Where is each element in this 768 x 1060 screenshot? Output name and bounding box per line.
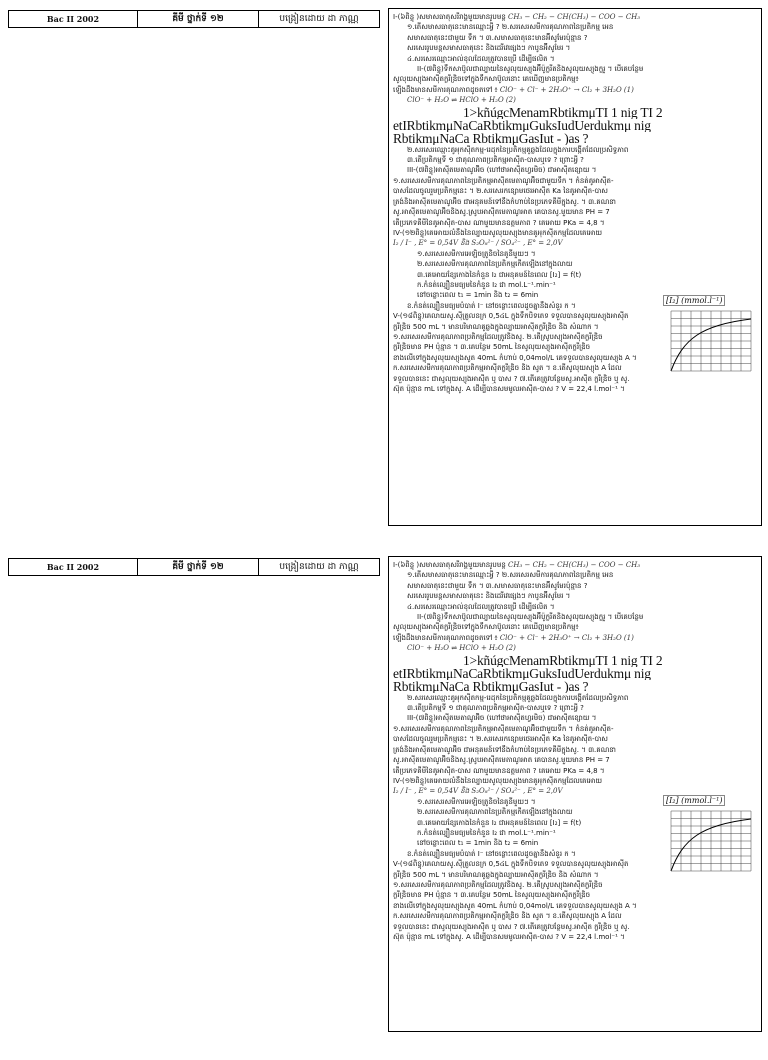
page-top: [0, 0, 768, 512]
header-subject: គីមី ថ្នាក់ទី ១២: [138, 559, 259, 575]
text-line: ១.សរសេរសមីការគុណភាពនៃប្រតិកម្មអាស៊ីតមេតាណូអ៊ិចជាមួយទឹក ។ កំនត់គូអាស៊ីត-: [393, 724, 614, 733]
text-line: ក.សរសេរសមីការគុណភាពប្រតិកម្មអាស៊ីតក្លរីឌ្រិច និង សូត ។ ខ.តើសូលុយស្យុង A ដែល: [393, 364, 622, 373]
line-text: ១.តើសមាសធាតុនេះមានឈ្មោះអ្វី ? ២.សរសេរសមីការគុណភាពនៃប្រតិកម្ម អេន: [407, 23, 614, 32]
text-line: ២.សរសេរសមីការគុណភាពនៃប្រតិកម្មកើតឡើងនៅក្នុងលាយ: [417, 260, 573, 269]
text-line: ២.សរសេរសមីការគុណភាពនៃប្រតិកម្មកើតឡើងនៅក្នុងលាយ: [417, 808, 573, 817]
line-text: ឡើងដឹងមានសមីការគុណភាពដូចតទៅ ៖: [393, 633, 500, 642]
text-line: តើប្រភេទគីមីនៃគូអាស៊ីត-បាស ណាមួយមានឧត្តមភាព ? គេអោយ PKa = 4,8 ។: [393, 218, 605, 227]
text-line: [393, 85, 757, 95]
text-line: [393, 622, 757, 632]
text-line: ខាងលើទៅក្នុងសូលុយស្យុងសូត 40mL កំហាប់ 0,04mol/L គេទទួលបានសូលុយស្យុង A ។: [393, 353, 637, 362]
text-line: IV-(១២ពិន្ទុ)គេអោយលំនឹងនៃល្បាយសូលុយស្យុងមានគូអុកស៊ីតកម្មដែលគេអោយ: [393, 776, 603, 785]
equation: ClO⁻ + H₂O ⇌ HClO + H₂O (2): [407, 96, 516, 105]
text-line: ខាងលើទៅក្នុងសូលុយស្យុងសូត 40mL កំហាប់ 0,04mol/L គេទទួលបានសូលុយស្យុង A ។: [393, 901, 637, 910]
question-line: 1>kñúgcMenamRbtikmμTI 1 nig TI 2: [463, 653, 663, 667]
text-line: ២.សរសេរឈ្មោះគូអុកស៊ីតកម្ម-រេដុកនៃប្រតិកម្មគូឆ្លងដែលក្នុងការបង្កើតដែលប្រសិទ្ធភាព: [407, 145, 629, 154]
line-text: II-(៧ពិន្ទុ)ទឹកសាប៊ូលជាល្បាយនៃសូលុយស្យុងអ៊ីប៉ូក្លរីតនិងសូលុយស្យុងក្លរួ ។ បើគេបន្ថែម: [417, 613, 644, 622]
page-bottom: [0, 548, 768, 1060]
text-line: [393, 643, 757, 653]
line-text: I-(៦ពិន្ទុ )សមាសធាតុសរីរាង្គមួយមានរូបមន្ត: [393, 561, 508, 569]
header-exam: Bac II 2002: [9, 559, 138, 575]
text-line: ២.សរសេរឈ្មោះគូអុកស៊ីតកម្ម-រេដុកនៃប្រតិកម្មគូឆ្លងដែលក្នុងការបង្កើតដែលប្រសិទ្ធភាព: [407, 693, 629, 702]
line-text: សមាសធាតុនេះជាមួយ ទឹក ។ ៣.សមាសធាតុនេះមានអ៊ីសូមែរប៉ុន្មាន ?: [407, 33, 588, 42]
text-line: V-(១៨ពិន្ទុ)គេលាយសូ.ស៊ីត្រូលនក្រ 0,5៤L ក្នុងទឹកបិទតេទ ទទួលបានសូលុយស្យុងអាស៊ីត: [393, 312, 629, 321]
header-teacher: បង្រៀនដោយ ដា ភាណ្ណ: [279, 13, 359, 24]
question-line: 1>kñúgcMenamRbtikmμTI 1 nig TI 2: [463, 105, 663, 119]
text-line: III-(៧ពិន្ទុ)អាស៊ីតមេតាណូអ៊ិច (ហៅថាអាស៊ីតហ្វរមិច) ជាអាស៊ីតខ្សោយ ។: [407, 714, 597, 723]
line-text: ៤.សរសេរឈ្មោះអាល់ខុលដែលត្រូវបានប្រើ ដើម្បីផលិត ។: [407, 602, 555, 611]
text-line: សូ.អាស៊ីតមេតាណូអ៊ិចនិងសូ.ស្រូបអាស៊ីតមេតាណូអាត គេបានសូ.មួយមាន PH = 7: [393, 756, 610, 765]
text-line: [393, 602, 757, 612]
text-line: ក.កំនត់ល្បឿនមធ្យមនៃកំនួន I₂ ជា mol.L⁻¹.min⁻¹: [417, 828, 556, 837]
concentration-graph: [661, 296, 755, 377]
text-line: [393, 43, 757, 53]
equation: ClO⁻ + Cl⁻ + 2H₃O⁺ → Cl₂ + 3H₂O (1): [499, 85, 634, 94]
line-text: ៤.សរសេរឈ្មោះអាល់ខុលដែលត្រូវបានប្រើ ដើម្បីផលិត ។: [407, 54, 555, 63]
text-line: ១.សរសេរសមីការអេឡិចត្រូនិចនៃគូនីមួយៗ ។: [417, 797, 536, 806]
text-line: ក.សរសេរសមីការគុណភាពប្រតិកម្មអាស៊ីតក្លរីឌ្រិច និង សូត ។ ខ.តើសូលុយស្យុង A ដែល: [393, 912, 622, 921]
text-line: I₂ / I⁻ , E° = 0,54V និង S₂O₈²⁻ / SO₄²⁻ , E° = 2,0V: [393, 239, 563, 248]
text-line: ១.សរសេរសមីការគុណភាពប្រតិកម្មដែលត្រូវនិងសូ. ២.តើស្រូបស្យុងអាស៊ីតក្លរីឌ្រិច: [393, 880, 603, 889]
equation: ClO⁻ + Cl⁻ + 2H₃O⁺ → Cl₂ + 3H₂O (1): [499, 633, 634, 642]
text-line: [393, 64, 757, 74]
line-text: សរសេររូបមន្តសមាសធាតុនេះ និងដេរីវេផ្សេងៗ កាបូនអ៊ីសូមែរ ។: [407, 44, 571, 53]
text-line: បាសដែលចូលរួមប្រតិកម្មនេះ ។ ២.សរសេរកន្សោមថេរអាស៊ីត Ka នៃគូអាស៊ីត-បាស: [393, 187, 608, 196]
text-line: ត្រង់និងអាស៊ីតមេតាណូអ៊ិច ជាអនុគមន៍ទៅនឹងកំហាប់នៃប្រភេទគីមីក្នុងសូ. ។ ៣.គណនា: [393, 745, 616, 754]
graph-plot: [667, 309, 753, 375]
text-line: ស៊ុត ប៉ុន្មាន mL ទៅក្នុងសូ. A ដើម្បីបានសមមូលអាស៊ីត-បាស ? V = 22,4 l.mol⁻¹ ។: [393, 933, 625, 941]
text-line: [393, 33, 757, 43]
text-line: បាសដែលចូលរួមប្រតិកម្មនេះ ។ ២.សរសេរកន្សោមថេរអាស៊ីត Ka នៃគូអាស៊ីត-បាស: [393, 735, 608, 744]
question-line: etIRbtikmμNaCaRbtikmμGuksIudUerdukmμ nig: [393, 118, 651, 132]
question-line: RbtikmμNaCa RbtikmμGasIut - )as ?: [393, 679, 589, 693]
equation: ClO⁻ + H₂O ⇌ HClO + H₂O (2): [407, 644, 516, 653]
text-line: [393, 633, 757, 643]
text-line: ត្រង់និងអាស៊ីតមេតាណូអ៊ិច ជាអនុគមន៍ទៅនឹងកំហាប់នៃប្រភេទគីមីក្នុងសូ. ។ ៣.គណនា: [393, 197, 616, 206]
exam-content: [388, 556, 762, 1032]
text-line: ខ.កំនត់ល្បឿនមធ្យមបំបាត់ I⁻ នៅចន្លោះពេលដូចគ្នានឹងសំនួរ ក ។: [407, 301, 576, 310]
equation: CH₃ − CH₂ − CH(CH₃) − COO − CH₃: [508, 561, 641, 569]
header-exam: Bac II 2002: [9, 11, 138, 27]
text-line: III-(៧ពិន្ទុ)អាស៊ីតមេតាណូអ៊ិច (ហៅថាអាស៊ីតហ្វរមិច) ជាអាស៊ីតខ្សោយ ។: [407, 166, 597, 175]
text-line: [393, 54, 757, 64]
exam-content: [388, 8, 762, 526]
header-table: [8, 10, 380, 28]
text-line: សូ.អាស៊ីតមេតាណូអ៊ិចនិងសូ.ស្រូបអាស៊ីតមេតាណូអាត គេបានសូ.មួយមាន PH = 7: [393, 208, 610, 217]
text-line: ក.កំនត់ល្បឿនមធ្យមនៃកំនួន I₂ ជា mol.L⁻¹.min⁻¹: [417, 280, 556, 289]
text-line: ១.សរសេរសមីការអេឡិចត្រូនិចនៃគូនីមួយៗ ។: [417, 249, 536, 258]
line-text: សរសេររូបមន្តសមាសធាតុនេះ និងដេរីវេផ្សេងៗ កាបូនអ៊ីសូមែរ ។: [407, 592, 571, 601]
text-line: នៅចន្លោះពេល t₁ = 1min និង t₂ = 6min: [417, 839, 539, 848]
text-line: ៣.តើប្រតិកម្មទី ១ ជាគុណភាពប្រតិកម្មអាស៊ីត-បាសឬទេ ? ព្រោះអ្វី ?: [407, 704, 584, 713]
line-text: ឡើងដឹងមានសមីការគុណភាពដូចតទៅ ៖: [393, 85, 500, 94]
line-text: សូលុយស្យុងអាស៊ីតក្លរីឌ្រិចទៅក្នុងទឹកសាប៊ូលនោះ គេឃើញមានប្រតិកម្ម៖: [393, 75, 579, 84]
line-text: ១.តើសមាសធាតុនេះមានឈ្មោះអ្វី ? ២.សរសេរសមីការគុណភាពនៃប្រតិកម្ម អេន: [407, 571, 614, 580]
text-line: [393, 581, 757, 591]
equation: CH₃ − CH₂ − CH(CH₃) − COO − CH₃: [508, 13, 641, 21]
text-line: [393, 570, 757, 580]
text-line: ក្លរីឌ្រិចមាន PH ប៉ុន្មាន ។ ៣.គេបន្ថែម 50mL នៃសូលុយស្យុងអាស៊ីតក្លរីឌ្រិច: [393, 343, 591, 352]
text-line: [393, 95, 757, 105]
text-line: នៅចន្លោះពេល t₁ = 1min និង t₂ = 6min: [417, 291, 539, 300]
text-line: [393, 12, 757, 22]
text-line: [393, 591, 757, 601]
text-line: តើប្រភេទគីមីនៃគូអាស៊ីត-បាស ណាមួយមានឧត្តមភាព ? គេអោយ PKa = 4,8 ។: [393, 766, 605, 775]
line-text: II-(៧ពិន្ទុ)ទឹកសាប៊ូលជាល្បាយនៃសូលុយស្យុងអ៊ីប៉ូក្លរីតនិងសូលុយស្យុងក្លរួ ។ បើគេបន្ថែម: [417, 65, 644, 74]
text-line: V-(១៨ពិន្ទុ)គេលាយសូ.ស៊ីត្រូលនក្រ 0,5៤L ក្នុងទឹកបិទតេទ ទទួលបានសូលុយស្យុងអាស៊ីត: [393, 860, 629, 869]
header-table: [8, 558, 380, 576]
graph-ylabel: [I₂] (mmol.l⁻¹): [663, 295, 725, 306]
text-line: [393, 22, 757, 32]
text-line: ១.សរសេរសមីការគុណភាពនៃប្រតិកម្មអាស៊ីតមេតាណូអ៊ិចជាមួយទឹក ។ កំនត់គូអាស៊ីត-: [393, 176, 614, 185]
text-line: ៣.គេអោយខ្សែកោងនៃកំនួន I₂ ជាអនុគមន៍នៃពេល [I₂] = f(t): [417, 270, 582, 279]
text-line: ក្លរីឌ្រិចមាន PH ប៉ុន្មាន ។ ៣.គេបន្ថែម 50mL នៃសូលុយស្យុងអាស៊ីតក្លរីឌ្រិច: [393, 891, 591, 900]
text-line: ៣.តើប្រតិកម្មទី ១ ជាគុណភាពប្រតិកម្មអាស៊ីត-បាសឬទេ ? ព្រោះអ្វី ?: [407, 156, 584, 165]
text-line: I₂ / I⁻ , E° = 0,54V និង S₂O₈²⁻ / SO₄²⁻ , E° = 2,0V: [393, 787, 563, 796]
text-line: ១.សរសេរសមីការគុណភាពប្រតិកម្មដែលត្រូវនិងសូ. ២.តើស្រូបស្យុងអាស៊ីតក្លរីឌ្រិច: [393, 332, 603, 341]
graph-plot: [667, 809, 753, 875]
question-line: RbtikmμNaCa RbtikmμGasIut - )as ?: [393, 131, 589, 145]
text-line: ៣.គេអោយខ្សែកោងនៃកំនួន I₂ ជាអនុគមន៍នៃពេល [I₂] = f(t): [417, 818, 582, 827]
text-line: [393, 74, 757, 84]
line-text: I-(៦ពិន្ទុ )សមាសធាតុសរីរាង្គមួយមានរូបមន្ត: [393, 13, 508, 21]
text-line: ខ.កំនត់ល្បឿនមធ្យមបំបាត់ I⁻ នៅចន្លោះពេលដូចគ្នានឹងសំនួរ ក ។: [407, 849, 576, 858]
header-teacher: បង្រៀនដោយ ដា ភាណ្ណ: [279, 561, 359, 572]
concentration-graph: [661, 796, 755, 877]
text-line: ស៊ុត ប៉ុន្មាន mL ទៅក្នុងសូ. A ដើម្បីបានសមមូលអាស៊ីត-បាស ? V = 22,4 l.mol⁻¹ ។: [393, 385, 625, 393]
text-line: ទទួលបាននេះ ជាសូលុយស្យុងអាស៊ីត ឬ បាស ? ៧.តើគេត្រូវបន្ថែមសូ.អាស៊ីត ក្លរីឌ្រិច ឬ សូ.: [393, 374, 630, 383]
text-line: ក្លរីឌ្រិច 500 mL ។ មានបរិមាណគូឆ្លងក្នុងល្បាយអាស៊ីតក្លរីឌ្រិច និង សំណាក ។: [393, 322, 599, 331]
graph-ylabel: [I₂] (mmol.l⁻¹): [663, 795, 725, 806]
header-subject: គីមី ថ្នាក់ទី ១២: [138, 11, 259, 27]
text-line: IV-(១២ពិន្ទុ)គេអោយលំនឹងនៃល្បាយសូលុយស្យុងមានគូអុកស៊ីតកម្មដែលគេអោយ: [393, 228, 603, 237]
question-line: etIRbtikmμNaCaRbtikmμGuksIudUerdukmμ nig: [393, 666, 651, 680]
text-line: [393, 612, 757, 622]
text-line: [393, 560, 757, 570]
line-text: សមាសធាតុនេះជាមួយ ទឹក ។ ៣.សមាសធាតុនេះមានអ៊ីសូមែរប៉ុន្មាន ?: [407, 581, 588, 590]
text-line: ទទួលបាននេះ ជាសូលុយស្យុងអាស៊ីត ឬ បាស ? ៧.តើគេត្រូវបន្ថែមសូ.អាស៊ីត ក្លរីឌ្រិច ឬ សូ.: [393, 922, 630, 931]
line-text: សូលុយស្យុងអាស៊ីតក្លរីឌ្រិចទៅក្នុងទឹកសាប៊ូលនោះ គេឃើញមានប្រតិកម្ម៖: [393, 623, 579, 632]
text-line: ក្លរីឌ្រិច 500 mL ។ មានបរិមាណគូឆ្លងក្នុងល្បាយអាស៊ីតក្លរីឌ្រិច និង សំណាក ។: [393, 870, 599, 879]
